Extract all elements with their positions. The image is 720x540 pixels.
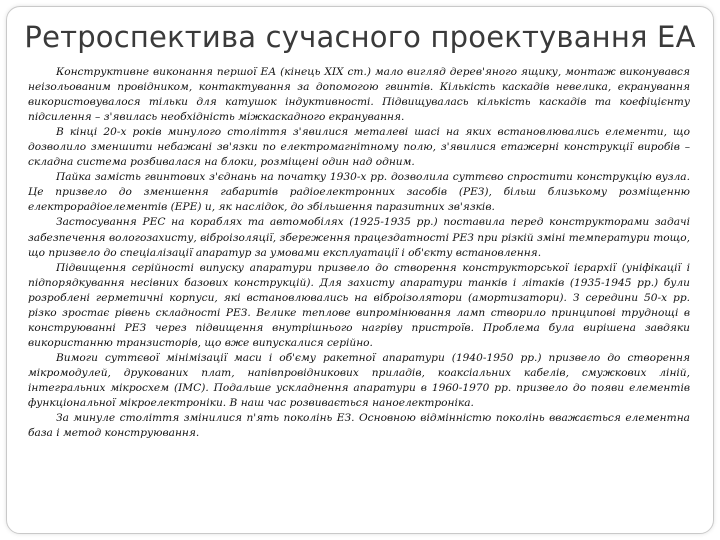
slide-body	[28, 65, 690, 441]
paragraph-ships-and-cars: Застосування РЕС на кораблях та автомобілях (1925-1935 рр.) поставила перед конструкторами задачі забезпечення вологозахисту, віброізоляції, збереження працездатності РЕЗ при різкій зміні температури тощо, що призвело до спеціалізації апаратур за умовами експлуатації і об'єкту встановлення.	[28, 216, 690, 259]
paragraph-serial-production: Підвищення серійності випуску апаратури призвело до створення конструкторської ієрархії (уніфікації і підпорядкування несівних базових конструкцій). Для захисту апаратури танків і літаків (1935-1945 рр.) були розроблені герметичні корпуси, які встановлювались на віброізолятори (амортизатори). З середини 50-х рр. різко зростає рівень складності РЕЗ. Велике теплове випромінювання ламп створило принципові труднощі в конструюванні РЕЗ через підвищення внутрішнього нагріву пристроїв. Проблема була вирішена завдяки використанню транзисторів, що вже випускалися серійно.	[28, 261, 690, 349]
paragraph-metal-chassis: В кінці 20-х років минулого століття з'явилися металеві шасі на яких встановлювались елементи, що дозволило зменшити небажані зв'язки по електромагнітному полю, з'явилися етажерні конструкції виробів – складна система розбивалася на блоки, розміщені один над одним.	[28, 126, 690, 169]
slide-title: Ретроспектива сучасного проектування ЕА	[24, 20, 696, 54]
paragraph-rocket-equipment: Вимоги суттєвої мінімізації маси і об'єму ракетної апаратури (1940-1950 рр.) призвело до створення мікромодулей, друкованих плат, напівпровідникових приладів, коаксіальних кабелів, смужкових ліній, інтегральних мікросхем (ІМС). Подальше ускладнення апаратури в 1960-1970 рр. призвело до появи елементів функціональної мікроелектроніки. В наш час розвивається наноелектроніка.	[28, 351, 690, 410]
paragraph-generations: За минуле століття змінилися п'ять поколінь ЕЗ. Основною відмінністю поколінь вважається елементна база і метод конструювання.	[28, 412, 690, 440]
paragraph-soldering: Пайка замість гвинтових з'єднань на початку 1930-х рр. дозволила суттєво спростити конструкцію вузла. Це призвело до зменшення габаритів радіоелектронних засобів (РЕЗ), більш близькому розміщенню електрорадіоелементів (ЕРЕ) и, як наслідок, до збільшення паразитних зв'язків.	[28, 171, 690, 214]
paragraph-construction-first-ea: Конструктивне виконання першої ЕА (кінець XIX ст.) мало вигляд дерев'яного ящику, монтаж виконувався неізольованим провідником, контактування за допомогою гвинтів. Кількість каскадів невелика, екранування використовувалося тільки для катушок індуктивності. Підвищувалась кількість каскадів та коефіцієнту підсилення – з'явилась необхідність міжкаскадного екранування.	[28, 66, 690, 124]
